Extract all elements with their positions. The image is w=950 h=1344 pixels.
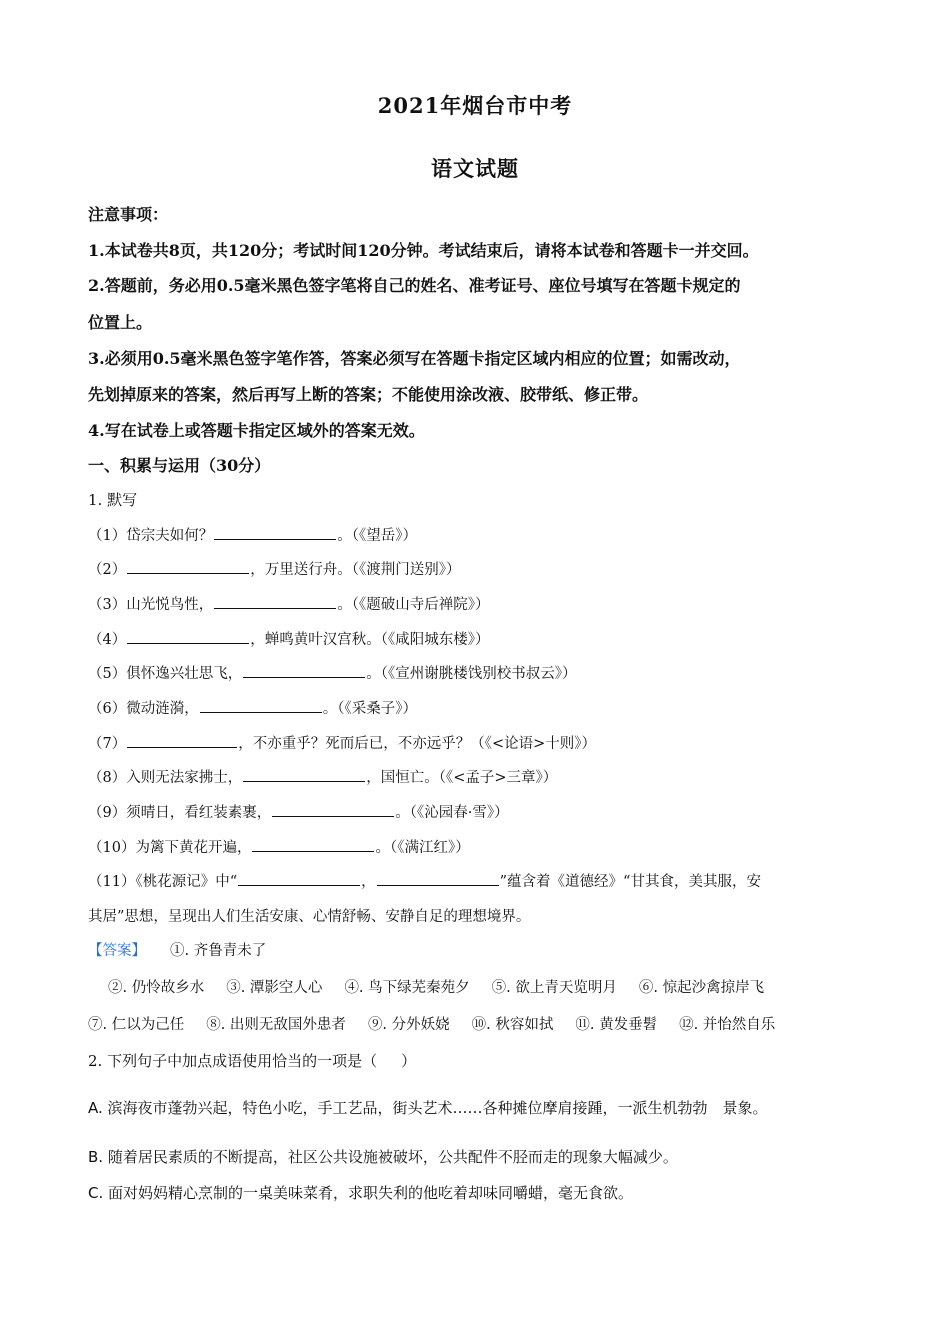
fill-blank [243,766,365,782]
q1-item-2 [88,558,460,580]
notice-item-3-line-2: 先划掉原来的答案，然后再写上断的答案；不能使用涂改液、胶带纸、修正带。 [88,385,649,404]
fill-blank [272,801,394,817]
q1-item-4 [88,628,489,650]
q1-item-9 [88,801,509,823]
fill-blank [127,558,249,574]
answer-label: 【答案】 [88,943,146,959]
choice-a-text: 滨海夜市蓬勃兴起，特色小吃，手工艺品，街头艺术……各种摊位摩肩接踵，一派生机勃勃 景象。 [107,1099,768,1117]
fill-blank [127,732,237,748]
q1-item-10 [88,836,470,858]
q1-item-7 [88,732,596,754]
q2-stem-close: ） [401,1052,417,1070]
answer-7: ⑦. 仁以为己任 [88,1017,185,1033]
choice-c-text: 面对妈妈精心烹制的一桌美味菜肴，求职失利的他吃着却味同嚼蜡，毫无食欲。 [108,1184,634,1202]
answer-6: ⑥. 惊起沙禽掠岸飞 [638,980,765,996]
q1-item-1-source: 。（《望岳》） [337,528,417,544]
answer-2: ②. 仍怜故乡水 [108,980,205,996]
q1-item-11-text: （11）《桃花源记》中“ [88,874,238,890]
answer-10: ⑩. 秋容如拭 [471,1017,554,1033]
fill-blank [214,524,336,540]
answer-row-1 [88,941,266,961]
q1-item-8-source: ，国恒亡。（《<孟子>三章》） [366,770,558,786]
q1-item-2-text: （2） [88,562,127,578]
choice-a [88,1098,768,1118]
answer-1: ①. 齐鲁青未了 [170,943,267,959]
fill-blank [377,870,499,886]
fill-blank [127,628,249,644]
answer-9: ⑨. 分外妖娆 [367,1017,450,1033]
q1-item-2-source: ，万里送行舟。（《渡荆门送别》） [250,562,461,578]
q1-item-1 [88,524,417,546]
choice-a-letter: A. [88,1099,103,1117]
answer-row-3 [88,1015,775,1035]
q1-item-1-text: （1）岱宗夫如何？ [88,528,214,544]
q1-item-3 [88,593,489,615]
answer-4: ④. 鸟下绿芜秦苑夕 [344,980,470,996]
question-1-stem: 1. 默写 [88,491,138,509]
q1-item-4-source: ，蝉鸣黄叶汉宫秋。（《咸阳城东楼》） [250,632,490,648]
fill-blank [238,870,360,886]
q1-item-5-text: （5）俱怀逸兴壮思飞， [88,666,243,682]
choice-b-text: 随着居民素质的不断提高，社区公共设施被破坏，公共配件不胫而走的现象大幅减少。 [107,1148,678,1166]
answer-8: ⑧. 出则无敌国外患者 [206,1017,346,1033]
notice-heading: 注意事项： [88,205,169,224]
q1-item-3-text: （3）山光悦鸟性， [88,597,214,613]
q1-item-8-text: （8）入则无法家拂士， [88,770,243,786]
answer-5: ⑤. 欲上青天览明月 [491,980,617,996]
answer-3: ③. 潭影空人心 [226,980,323,996]
fill-blank [252,836,374,852]
q1-item-6-text: （6）微动涟漪， [88,701,199,717]
notice-item-2-line-1: 2.答题前，务必用0.5毫米黑色签字笔将自己的姓名、准考证号、座位号填写在答题卡规定的 [88,276,741,295]
answer-12: ⑫. 并怡然自乐 [679,1017,776,1033]
q1-item-11-line-2: 其居”思想，呈现出人们生活安康、心情舒畅、安静自足的理想境界。 [88,909,531,925]
q1-item-3-source: 。（《题破山寺后禅院》） [337,597,490,613]
q1-item-6 [88,697,417,719]
q1-item-5-source: 。（《宣州谢朓楼饯别校书叔云》） [366,666,577,682]
answer-row-2 [108,978,764,998]
exam-subject-title: 语文试题 [431,156,519,181]
question-2-stem [88,1051,416,1071]
choice-b [88,1147,678,1167]
notice-item-3-line-1: 3.必须用0.5毫米黑色签字笔作答，答案必须写在答题卡指定区域内相应的位置；如需改动， [88,349,741,368]
q1-item-11-text-cont: ”蕴含着《道德经》“甘其食，美其服，安 [499,874,761,890]
choice-c [88,1183,633,1203]
exam-title: 2021年烟台市中考 [377,93,573,118]
fill-blank [200,697,322,713]
q1-item-6-source: 。（《采桑子》） [322,701,417,717]
fill-blank [214,593,336,609]
q1-item-4-text: （4） [88,632,127,648]
q1-item-8 [88,766,557,788]
notice-item-1: 1.本试卷共8页，共120分；考试时间120分钟。考试结束后，请将本试卷和答题卡一并交回。 [88,241,759,260]
choice-c-letter: C. [88,1184,104,1202]
q1-item-10-source: 。（《满江红》） [375,840,470,856]
notice-item-2-line-2: 位置上。 [88,313,153,332]
q1-item-5 [88,662,576,684]
q1-item-10-text: （10）为篱下黄花开遍， [88,840,252,856]
q1-item-9-source: 。（《沁园春·雪》） [395,805,509,821]
q1-item-7-source: ，不亦重乎？死而后已，不亦远乎？（《<论语>十则》） [238,736,597,752]
q1-item-11-comma: ， [361,874,376,890]
q2-stem-text: 2. 下列句子中加点成语使用恰当的一项是（ [88,1052,378,1070]
notice-item-4: 4.写在试卷上或答题卡指定区域外的答案无效。 [88,421,425,440]
section-heading: 一、积累与运用（30分） [88,456,271,475]
fill-blank [243,662,365,678]
choice-b-letter: B. [88,1148,104,1166]
answer-11: ⑪. 黄发垂髫 [575,1017,658,1033]
q1-item-7-text: （7） [88,736,127,752]
q1-item-9-text: （9）须晴日，看红装素裹， [88,805,272,821]
q1-item-11-line-1 [88,870,761,892]
